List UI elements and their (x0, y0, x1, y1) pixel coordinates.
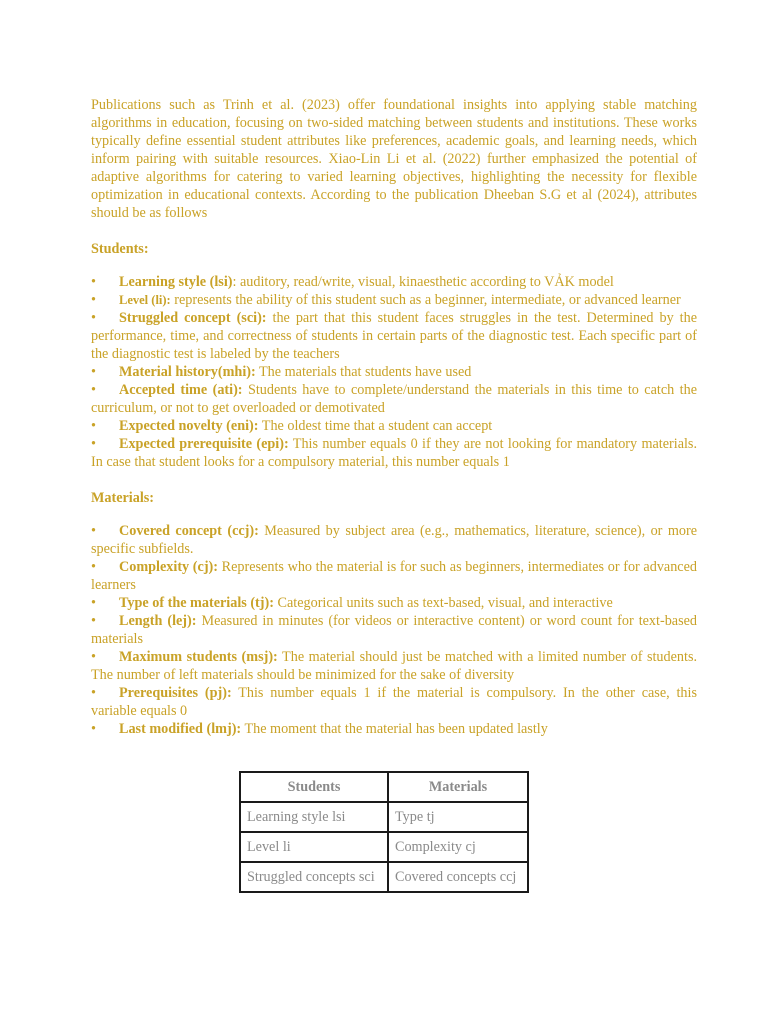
document-body (91, 96, 697, 738)
table-cell: Struggled concepts sci (240, 862, 388, 892)
bullet-icon: • (91, 595, 96, 611)
attribute-term: Accepted time (ati): (119, 382, 243, 398)
list-item (91, 291, 697, 309)
bullet-icon: • (91, 559, 96, 575)
list-item (91, 363, 697, 381)
list-item (91, 558, 697, 594)
bullet-icon: • (91, 436, 96, 452)
list-item (91, 648, 697, 684)
attribute-term: Level (li): (119, 293, 171, 307)
bullet-icon: • (91, 685, 96, 701)
bullet-icon: • (91, 523, 96, 539)
attribute-term: Complexity (cj): (119, 559, 218, 575)
attribute-description: The materials that students have used (255, 364, 472, 380)
attribute-term: Struggled concept (sci): (119, 310, 267, 326)
attribute-description: Students have to complete/understand the materials in this time to catch the curriculum, or not to get overloaded or demotivated (91, 382, 697, 416)
attribute-description: Represents who the material is for such as beginners, intermediates or for advanced learners (91, 559, 697, 593)
attribute-term: Expected prerequisite (epi): (119, 436, 289, 452)
bullet-icon: • (91, 382, 96, 398)
table-row (240, 862, 528, 892)
students-attribute-list (91, 273, 697, 471)
list-item (91, 417, 697, 435)
materials-attribute-list (91, 522, 697, 738)
bullet-icon: • (91, 649, 96, 665)
attribute-description: Categorical units such as text-based, visual, and interactive (273, 595, 613, 611)
list-item (91, 435, 697, 471)
attribute-description: The material should just be matched with a limited number of students. The number of left materials should be minimized for the sake of diversity (91, 649, 698, 683)
table-cell: Complexity cj (388, 832, 528, 862)
table-cell: Learning style lsi (240, 802, 388, 832)
attribute-description: This number equals 0 if they are not looking for mandatory materials. In case that student looks for a compulsory material, this number equals 1 (91, 436, 698, 470)
list-item (91, 273, 697, 291)
table-header-materials: Materials (388, 772, 528, 802)
bullet-icon: • (91, 292, 96, 308)
materials-heading: Materials: (91, 490, 155, 506)
attribute-description: Measured by subject area (e.g., mathematics, literature, science), or more specific subfields. (91, 523, 697, 557)
attribute-term: Type of the materials (tj): (119, 595, 274, 611)
attribute-term: Last modified (lmj): (119, 721, 242, 737)
table-row (240, 832, 528, 862)
list-item (91, 720, 697, 738)
bullet-icon: • (91, 274, 96, 290)
list-item (91, 612, 697, 648)
attribute-term: Expected novelty (eni): (119, 418, 259, 434)
table-header-row (240, 772, 528, 802)
bullet-icon: • (91, 364, 96, 380)
attribute-description: The moment that the material has been updated lastly (241, 721, 548, 737)
attribute-description: This number equals 1 if the material is compulsory. In the other case, this variable equals 0 (91, 685, 697, 719)
comparison-table (239, 771, 529, 893)
intro-paragraph: Publications such as Trinh et al. (2023) offer foundational insights into applying stable matching algorithms in education, focusing on two-sided matching between students and institutions. These works typically define essential student attributes like preferences, academic goals, and learning needs, which inform pairing with suitable resources. Xiao-Lin Li et al. (2022) further emphasized the potential of adaptive algorithms for catering to varied learning objectives, highlighting the necessity for flexible optimization in educational contexts. According to the publication Dheeban S.G et al (2024), attributes should be as follows (91, 97, 697, 221)
list-item (91, 684, 697, 720)
students-heading: Students: (91, 241, 149, 257)
comparison-table-wrapper (239, 771, 529, 893)
table-cell: Covered concepts ccj (388, 862, 528, 892)
attribute-term: Prerequisites (pj): (119, 685, 232, 701)
table-cell: Type tj (388, 802, 528, 832)
attribute-description: Measured in minutes (for videos or interactive content) or word count for text-based materials (91, 613, 697, 647)
bullet-icon: • (91, 310, 96, 326)
attribute-term: Length (lej): (119, 613, 197, 629)
bullet-icon: • (91, 418, 96, 434)
attribute-description: the part that this student faces struggles in the test. Determined by the performance, time, and correctness of students in certain parts of the diagnostic test. Each specific part of the diagnostic test is labeled by the teachers (91, 310, 697, 362)
list-item (91, 522, 697, 558)
attribute-description: represents the ability of this student such as a beginner, intermediate, or advanced learner (170, 292, 681, 308)
table-header-students: Students (240, 772, 388, 802)
table-cell: Level li (240, 832, 388, 862)
bullet-icon: • (91, 721, 96, 737)
attribute-term: Material history(mhi): (119, 364, 256, 380)
list-item (91, 309, 697, 363)
bullet-icon: • (91, 613, 96, 629)
table-row (240, 802, 528, 832)
attribute-term: Learning style (lsi) (119, 274, 233, 290)
attribute-term: Covered concept (ccj): (119, 523, 259, 539)
attribute-description: : auditory, read/write, visual, kinaesthetic according to VẢK model (232, 274, 614, 290)
list-item (91, 594, 697, 612)
attribute-term: Maximum students (msj): (119, 649, 278, 665)
attribute-description: The oldest time that a student can accept (258, 418, 493, 434)
list-item (91, 381, 697, 417)
